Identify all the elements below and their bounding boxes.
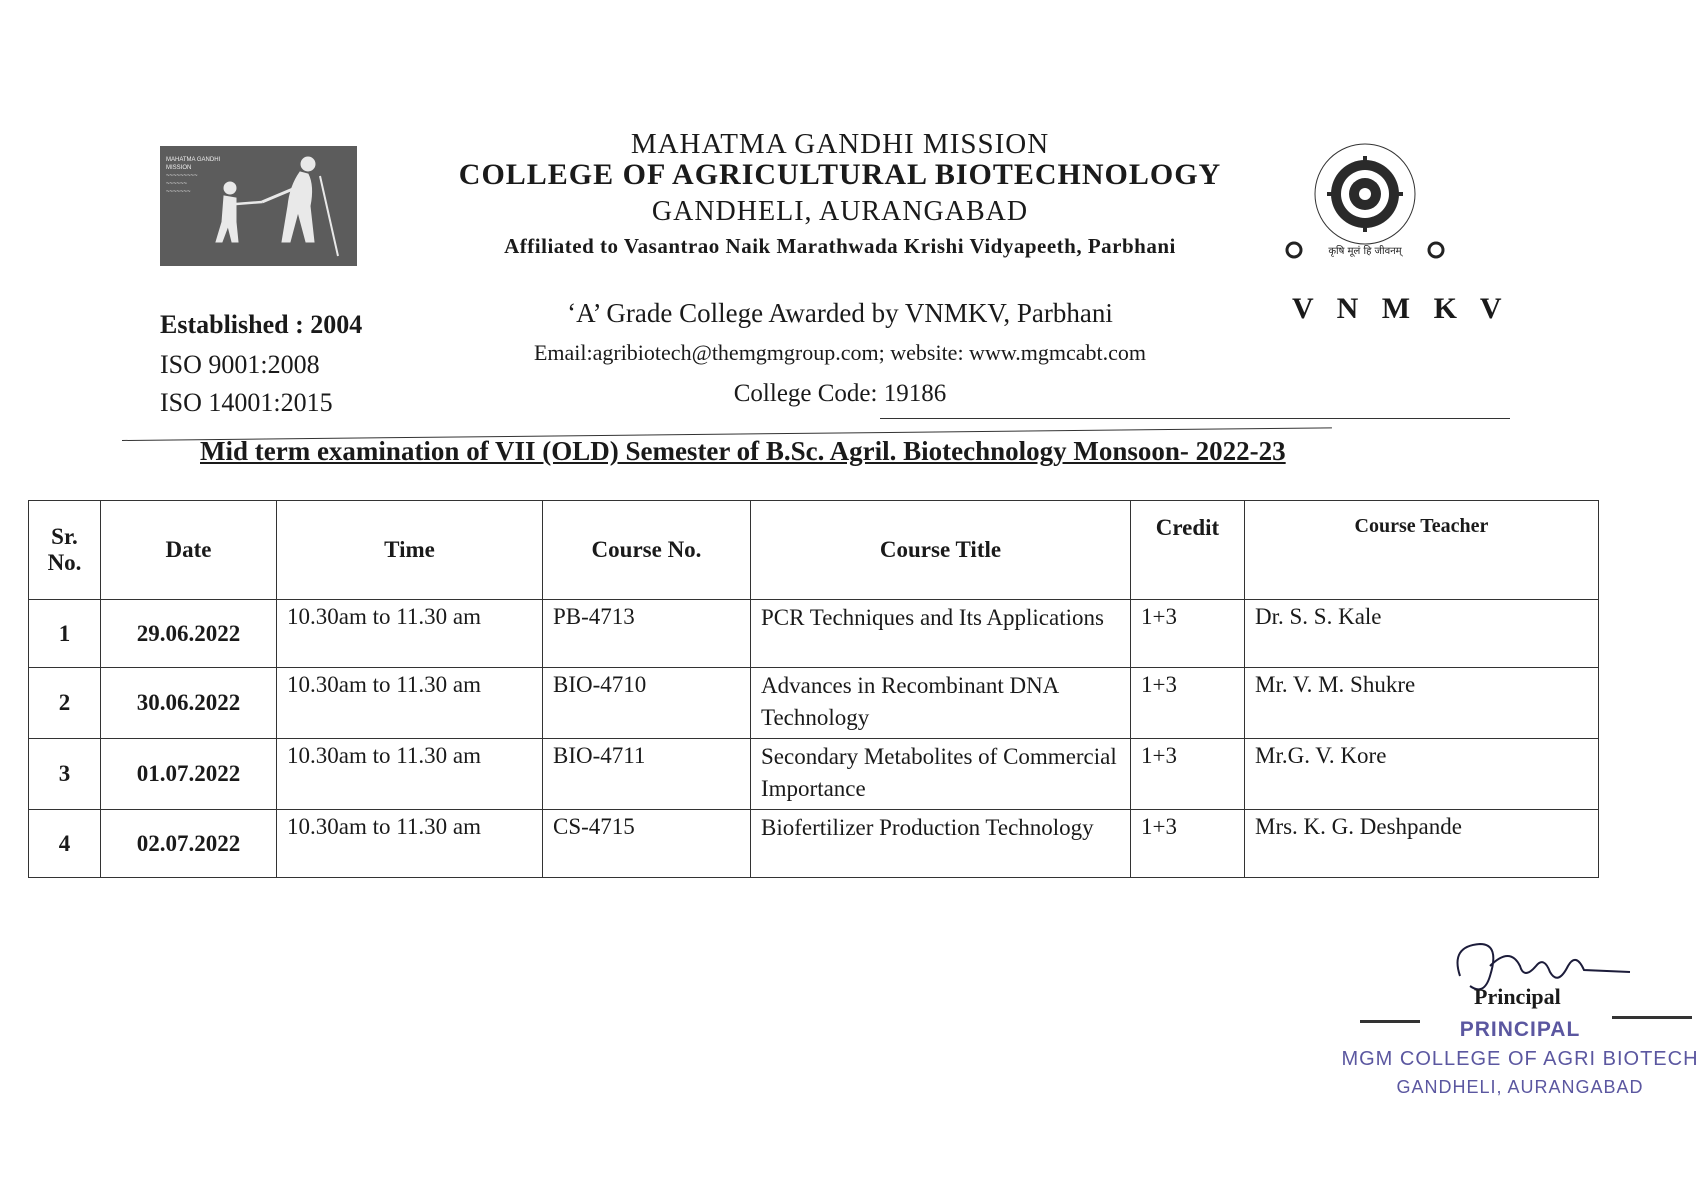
- cell-sr-no: 3: [29, 739, 101, 810]
- stamp-title: PRINCIPAL: [1459, 1018, 1581, 1041]
- cell-date: 29.06.2022: [101, 600, 277, 668]
- cell-time: 10.30am to 11.30 am: [277, 600, 543, 668]
- exam-title: Mid term examination of VII (OLD) Semester of B.Sc. Agril. Biotechnology Monsoon- 2022-23: [200, 436, 1286, 466]
- stamp-college: MGM COLLEGE OF AGRI BIOTECH: [1341, 1048, 1699, 1070]
- grade-award: ‘A’ Grade College Awarded by VNMKV, Parbhani: [567, 298, 1113, 328]
- affiliation: Affiliated to Vasantrao Naik Marathwada Krishi Vidyapeeth, Parbhani: [504, 234, 1176, 258]
- contact-info: Email:agribiotech@themgmgroup.com; website: www.mgmcabt.com: [533, 340, 1147, 365]
- cell-course-no: BIO-4710: [543, 668, 751, 739]
- cell-course-no: CS-4715: [543, 810, 751, 878]
- header-course-teacher: Course Teacher: [1245, 501, 1599, 600]
- principal-stamp: [1340, 1018, 1700, 1098]
- header-credit: Credit: [1131, 501, 1245, 600]
- cell-credit: 1+3: [1131, 668, 1245, 739]
- cell-course-title: Secondary Metabolites of Commercial Importance: [751, 739, 1131, 810]
- cell-sr-no: 2: [29, 668, 101, 739]
- gandhi-figure-icon: [160, 146, 357, 266]
- header-rule-right: [880, 418, 1510, 419]
- cell-sr-no: 4: [29, 810, 101, 878]
- cell-time: 10.30am to 11.30 am: [277, 739, 543, 810]
- cell-teacher: Dr. S. S. Kale: [1245, 600, 1599, 668]
- cell-teacher: Mr. V. M. Shukre: [1245, 668, 1599, 739]
- cell-time: 10.30am to 11.30 am: [277, 668, 543, 739]
- table-row: [29, 668, 1599, 739]
- stamp-location: GANDHELI, AURANGABAD: [1396, 1077, 1644, 1097]
- cell-date: 01.07.2022: [101, 739, 277, 810]
- college-code: College Code: 19186: [733, 380, 947, 407]
- cell-credit: 1+3: [1131, 739, 1245, 810]
- logo-text-art: MAHATMA GANDHI MISSION ~~~~~~~~~ ~~~~~~ ~~~~~~~: [166, 157, 221, 195]
- header-sr-no: Sr. No.: [29, 501, 101, 600]
- table-row: [29, 739, 1599, 810]
- college-logo: [160, 146, 357, 266]
- college-location: GANDHELI, AURANGABAD: [651, 196, 1029, 227]
- cell-credit: 1+3: [1131, 810, 1245, 878]
- cell-course-no: PB-4713: [543, 600, 751, 668]
- iso-9001: ISO 9001:2008: [160, 350, 320, 379]
- vnmkv-label: V N M K V: [1292, 292, 1510, 325]
- iso-14001: ISO 14001:2015: [160, 388, 333, 417]
- header-course-title: Course Title: [751, 501, 1131, 600]
- table-row: [29, 600, 1599, 668]
- cell-course-title: Advances in Recombinant DNA Technology: [751, 668, 1131, 739]
- cell-credit: 1+3: [1131, 600, 1245, 668]
- college-name: COLLEGE OF AGRICULTURAL BIOTECHNOLOGY: [458, 158, 1222, 191]
- cell-teacher: Mrs. K. G. Deshpande: [1245, 810, 1599, 878]
- cell-sr-no: 1: [29, 600, 101, 668]
- cell-course-title: PCR Techniques and Its Applications: [751, 600, 1131, 668]
- established-year: Established : 2004: [160, 310, 363, 339]
- header-course-no: Course No.: [543, 501, 751, 600]
- org-name: MAHATMA GANDHI MISSION: [630, 128, 1050, 160]
- cell-course-title: Biofertilizer Production Technology: [751, 810, 1131, 878]
- cell-teacher: Mr.G. V. Kore: [1245, 739, 1599, 810]
- cell-course-no: BIO-4711: [543, 739, 751, 810]
- cell-date: 02.07.2022: [101, 810, 277, 878]
- header-time: Time: [277, 501, 543, 600]
- header-date: Date: [101, 501, 277, 600]
- exam-timetable: [28, 500, 1599, 878]
- seal-motto: कृषि मूलं हि जीवनम्: [1328, 246, 1402, 257]
- cell-time: 10.30am to 11.30 am: [277, 810, 543, 878]
- principal-label: Principal: [1474, 984, 1561, 1009]
- vnmkv-seal-icon: [1280, 138, 1450, 278]
- table-header-row: [29, 501, 1599, 600]
- table-row: [29, 810, 1599, 878]
- cell-date: 30.06.2022: [101, 668, 277, 739]
